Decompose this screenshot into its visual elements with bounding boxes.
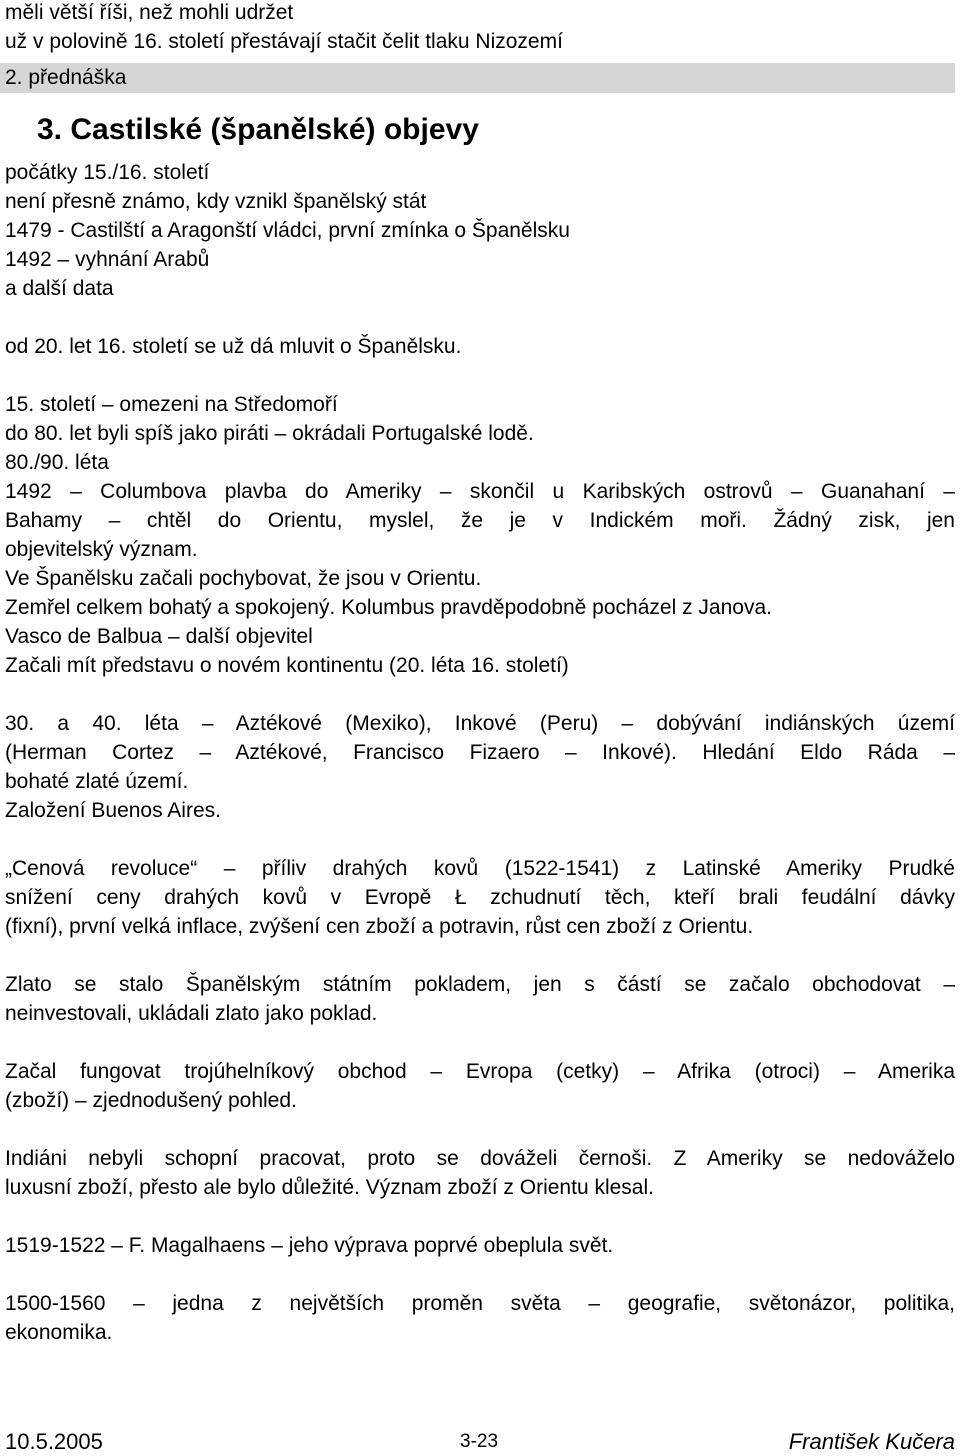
text-line: Bahamy – chtěl do Orientu, myslel, že je v Indickém moři. Žádný zisk, jen xyxy=(5,509,955,532)
text-line: Vasco de Balbua – další objevitel xyxy=(5,625,313,648)
text-line: neinvestovali, ukládali zlato jako poklad. xyxy=(5,1002,378,1025)
text-line: 80./90. léta xyxy=(5,451,109,474)
text-line: Založení Buenos Aires. xyxy=(5,799,221,822)
text-line: a další data xyxy=(5,277,114,300)
text-line: počátky 15./16. století xyxy=(5,161,210,184)
text-line: 1492 – vyhnání Arabů xyxy=(5,248,210,271)
text-line: 1492 – Columbova plavba do Ameriky – skončil u Karibských ostrovů – Guanahaní – xyxy=(5,480,955,503)
text-line: 1479 - Castilští a Aragonští vládci, první zmínka o Španělsku xyxy=(5,219,570,242)
text-line: bohaté zlaté území. xyxy=(5,770,189,793)
text-line: Ve Španělsku začali pochybovat, že jsou v Orientu. xyxy=(5,567,482,590)
text-line: Zemřel celkem bohatý a spokojený. Kolumbus pravděpodobně pocházel z Janova. xyxy=(5,596,772,619)
text-line: už v polovině 16. století přestávají stačit čelit tlaku Nizozemí xyxy=(5,30,563,53)
lecture-marker: 2. přednáška xyxy=(0,63,955,93)
footer-date: 10.5.2005 xyxy=(5,1429,103,1454)
text-line: (zboží) – zjednodušený pohled. xyxy=(5,1089,297,1112)
text-line: Začali mít představu o novém kontinentu (20. léta 16. století) xyxy=(5,654,569,677)
footer-author: František Kučera xyxy=(788,1429,955,1454)
text-line: luxusní zboží, přesto ale bylo důležité. Význam zboží z Orientu klesal. xyxy=(5,1176,654,1199)
text-line: (Herman Cortez – Aztékové, Francisco Fizaero – Inkové). Hledání Eldo Ráda – xyxy=(5,741,955,764)
text-line: 30. a 40. léta – Aztékové (Mexiko), Inkové (Peru) – dobývání indiánských území xyxy=(5,712,955,735)
text-line: 15. století – omezeni na Středomoří xyxy=(5,393,338,416)
text-line: Začal fungovat trojúhelníkový obchod – Evropa (cetky) – Afrika (otroci) – Amerika xyxy=(5,1060,955,1083)
text-line: snížení ceny drahých kovů v Evropě Ł zchudnutí těch, kteří brali feudální dávky xyxy=(5,886,955,909)
text-line: 1519-1522 – F. Magalhaens – jeho výprava poprvé obeplula svět. xyxy=(5,1234,614,1257)
text-line: měli větší říši, než mohli udržet xyxy=(5,1,294,24)
text-line: Indiáni nebyli schopní pracovat, proto se dováželi černoši. Z Ameriky se nedováželo xyxy=(5,1147,955,1170)
text-line: 1500-1560 – jedna z největších proměn světa – geografie, světonázor, politika, xyxy=(5,1292,955,1315)
text-line: Zlato se stalo Španělským státním pokladem, jen s částí se začalo obchodovat – xyxy=(5,973,955,996)
text-line: (fixní), první velká inflace, zvýšení cen zboží a potravin, růst cen zboží z Orientu. xyxy=(5,915,754,938)
footer-page-number: 3-23 xyxy=(460,1431,499,1452)
document-page xyxy=(5,0,955,1347)
section-heading: 3. Castilské (španělské) objevy xyxy=(37,113,479,146)
text-line: objevitelský význam. xyxy=(5,538,198,561)
text-line: není přesně známo, kdy vznikl španělský stát xyxy=(5,190,427,213)
text-line: do 80. let byli spíš jako piráti – okrádali Portugalské lodě. xyxy=(5,422,534,445)
text-line: „Cenová revoluce“ – příliv drahých kovů (1522-1541) z Latinské Ameriky Prudké xyxy=(5,857,955,880)
text-line: od 20. let 16. století se už dá mluvit o Španělsku. xyxy=(5,335,462,358)
text-line: ekonomika. xyxy=(5,1321,113,1344)
